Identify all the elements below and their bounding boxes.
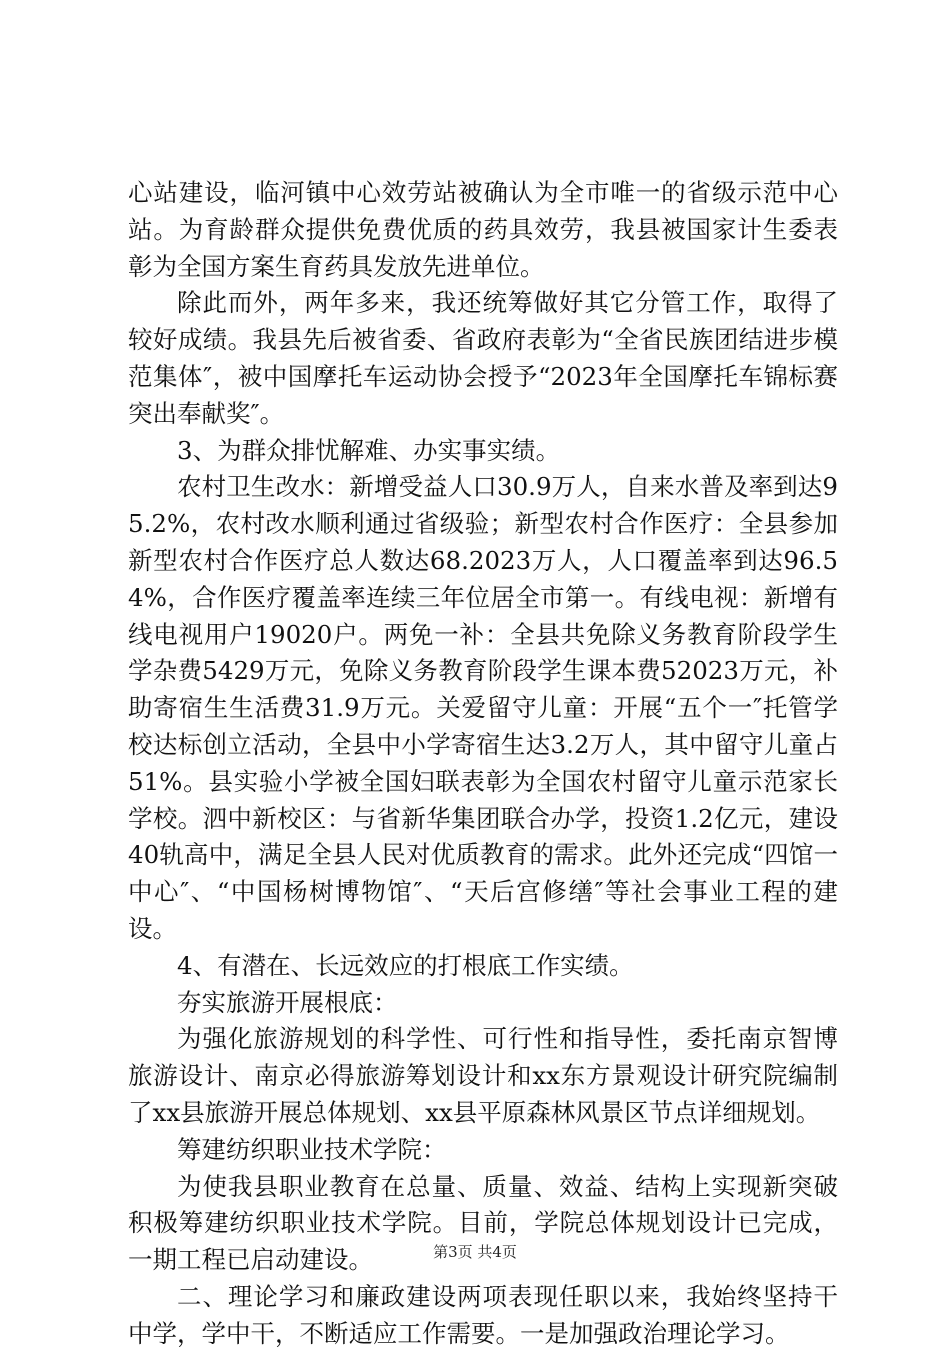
subheading-textile-college: 筹建纺织职业技术学院：: [177, 1134, 447, 1164]
paragraph-textile-college: 为使我县职业教育在总量、质量、效益、结构上实现新突破积极筹建纺织职业技术学院。目前，学院总体规划设计已完成，一期工程已启动建设。: [128, 1171, 838, 1275]
subheading-tourism: 夯实旅游开展根底：: [177, 987, 398, 1017]
page-number-footer: 第3页 共4页: [433, 1243, 517, 1261]
paragraph-other-work: 除此而外，两年多来，我还统筹做好其它分管工作，取得了较好成绩。我县先后被省委、省政府表彰为“全省民族团结进步模范集体″，被中国摩托车运动协会授予“2023年全国摩托车锦标赛突出奉献奖″。: [128, 288, 838, 428]
section-heading-3: 3、为群众排忧解难、办实事实绩。: [177, 435, 561, 465]
paragraph-continuation: 心站建设，临河镇中心效劳站被确认为全市唯一的省级示范中心站。为育龄群众提供免费优质的药具效劳，我县被国家计生委表彰为全国方案生育药具发放先进单位。: [128, 178, 838, 281]
paragraph-public-welfare: 农村卫生改水：新增受益人口30.9万人，自来水普及率到达95.2%，农村改水顺利通过省级验；新型农村合作医疗：全县参加新型农村合作医疗总人数达68.2023万人，人口覆盖率到达96.54%，合作医疗覆盖率连续三年位居全市第一。有线电视：新增有线电视用户19020户。两免一补：全县共免除义务教育阶段学生学杂费5429万元，免除义务教育阶段学生课本费52023万元，补助寄宿生生活费31.9万元。关爱留守儿童：开展“五个一″托管学校达标创立活动，全县中小学寄宿生达3.2万人，其中留守儿童占51%。县实验小学被全国妇联表彰为全国农村留守儿童示范家长学校。泗中新校区：与省新华集团联合办学，投资1.2亿元，建设40轨高中，满足全县人民对优质教育的需求。此外还完成“四馆一中心″、“中国杨树博物馆″、“天后宫修缮″等社会事业工程的建设。: [128, 472, 838, 943]
section-heading-4: 4、有潜在、长远效应的打根底工作实绩。: [177, 950, 634, 980]
paragraph-tourism-planning: 为强化旅游规划的科学性、可行性和指导性，委托南京智博旅游设计、南京必得旅游筹划设计和xx东方景观设计研究院编制了xx县旅游开展总体规划、xx县平原森林风景区节点详细规划。: [128, 1024, 838, 1127]
document-body: [128, 175, 838, 1353]
paragraph-theory-study: 二、理论学习和廉政建设两项表现任职以来，我始终坚持干中学，学中干，不断适应工作需要。一是加强政治理论学习。: [128, 1281, 838, 1348]
